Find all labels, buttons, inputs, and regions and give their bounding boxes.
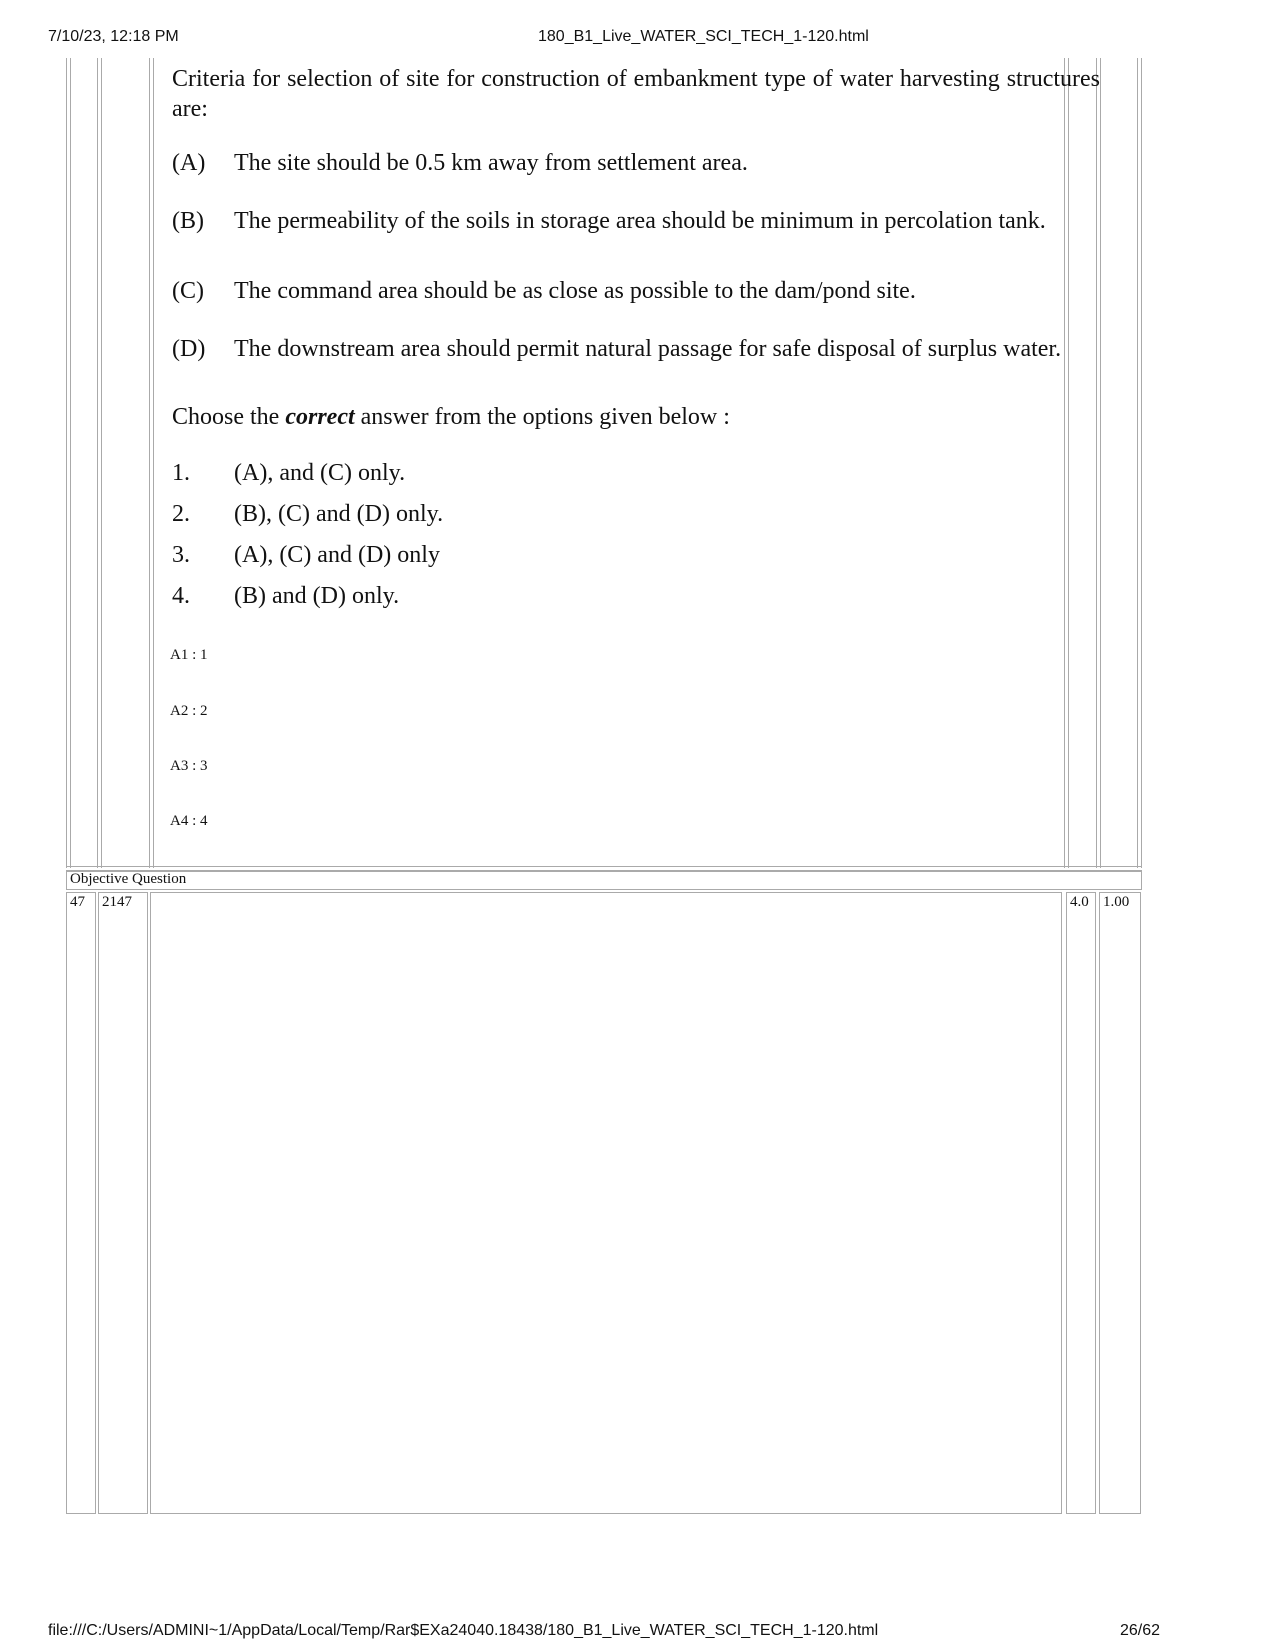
print-file-path: file:///C:/Users/ADMINI~1/AppData/Local/Temp/Rar$EXa24040.18438/180_B1_Live_WATER_SCI_TECH_1-120.html [48, 1622, 879, 1639]
choice-number: 3. [172, 542, 190, 568]
id-cell [98, 892, 148, 1514]
marks-cell [1066, 892, 1096, 1514]
question-id: 2147 [102, 894, 132, 910]
statement-label: (D) [172, 336, 206, 362]
question-serial: 47 [70, 894, 85, 910]
table-border-col2 [97, 58, 102, 868]
statement-text: The site should be 0.5 km away from settlement area. [234, 150, 748, 176]
print-doc-title: 180_B1_Live_WATER_SCI_TECH_1-120.html [538, 28, 869, 45]
question-marks: 4.0 [1070, 894, 1089, 910]
statement-text: The permeability of the soils in storage area should be minimum in percolation tank. [234, 208, 1046, 234]
print-page-number: 26/62 [1120, 1622, 1161, 1639]
section-header-row [66, 871, 1142, 890]
print-datetime: 7/10/23, 12:18 PM [48, 28, 179, 45]
choice-text: (B) and (D) only. [234, 583, 400, 609]
answer-key-3: A3 : 3 [170, 758, 208, 774]
statement-label: (A) [172, 150, 206, 176]
answer-key-2: A2 : 2 [170, 703, 208, 719]
table-border-col3 [149, 58, 154, 868]
choice-text: (A), (C) and (D) only [234, 542, 440, 568]
table-border-col5 [1096, 58, 1101, 868]
choice-number: 4. [172, 583, 190, 609]
negative-cell [1099, 892, 1141, 1514]
instruction-suffix: answer from the options given below : [354, 404, 730, 430]
section-label: Objective Question [70, 871, 187, 887]
table-border-left [66, 58, 71, 868]
serial-cell [66, 892, 96, 1514]
statement-label: (C) [172, 278, 204, 304]
choice-number: 1. [172, 460, 190, 486]
statement-text: The downstream area should permit natural passage for safe disposal of surplus water. [234, 336, 1062, 362]
question-negative-marks: 1.00 [1103, 894, 1130, 910]
choice-text: (B), (C) and (D) only. [234, 501, 444, 527]
question-text: Criteria for selection of site for construction of embankment type of water harvesting structures are: [172, 66, 1100, 122]
instruction-emphasis: correct [285, 404, 355, 430]
answer-key-4: A4 : 4 [170, 813, 208, 829]
choice-text: (A), and (C) only. [234, 460, 406, 486]
instruction-prefix: Choose the [172, 404, 286, 430]
question-cell [150, 892, 1062, 1514]
choice-number: 2. [172, 501, 190, 527]
table-border-col4 [1064, 58, 1069, 868]
instruction [172, 402, 1100, 432]
table-border-right [1137, 58, 1142, 868]
answer-key-1: A1 : 1 [170, 647, 208, 663]
statement-label: (B) [172, 208, 204, 234]
statement-text: The command area should be as close as possible to the dam/pond site. [234, 278, 916, 304]
